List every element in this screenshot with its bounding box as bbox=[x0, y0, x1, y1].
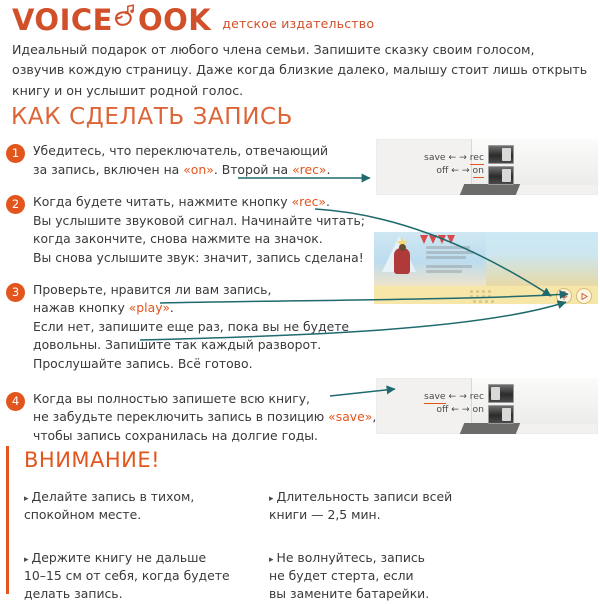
warn-4-line1: Не волнуйтесь, запись bbox=[276, 549, 425, 565]
warn-1-line2: спокойном месте. bbox=[24, 507, 142, 523]
switch-arrows-icon: ← → bbox=[451, 404, 470, 416]
step2-line3: когда закончите, снова нажмите на значок. bbox=[33, 231, 323, 247]
warn-3-line1: Держите книгу не дальше bbox=[31, 549, 207, 565]
step1-keyword-on: «on» bbox=[183, 161, 214, 177]
step-text bbox=[33, 390, 376, 446]
step1-tail2: . bbox=[326, 161, 331, 177]
intro-paragraph: Идеальный подарок от любого члена семьи. Запишите сказку своим голосом, озвучив кождую страницу. Даже когда близкие далеко, малышу стоит лишь открыть книгу и он услышит родной голос. bbox=[12, 42, 588, 98]
switch-label-row-1 bbox=[384, 390, 484, 403]
step4-keyword-save: «save» bbox=[328, 409, 373, 425]
play-icon[interactable] bbox=[576, 288, 592, 304]
label-save-active: save bbox=[424, 391, 446, 402]
book-text-block bbox=[426, 270, 462, 273]
step2-line4: Вы снова услышите звук: значит, запись сделана! bbox=[33, 250, 364, 266]
device-photo-switches-rec-on bbox=[376, 139, 598, 195]
warn-2-line2: книги — 2,5 мин. bbox=[269, 507, 381, 523]
warn-3-line2: 10–15 см от себя, когда будете bbox=[24, 568, 230, 584]
switch-labels bbox=[384, 390, 484, 417]
step-item bbox=[6, 281, 406, 374]
warning-accent-bar bbox=[6, 446, 9, 594]
switch-label-row-2 bbox=[384, 403, 484, 416]
logo-text-left: VOICE bbox=[12, 3, 113, 37]
step3-line3: Если нет, запишите еще раз, пока вы не будете bbox=[33, 318, 350, 334]
switch-nub bbox=[502, 169, 511, 182]
label-rec: rec bbox=[469, 391, 484, 402]
step-item bbox=[6, 193, 406, 267]
book-text-block bbox=[426, 251, 474, 254]
label-rec-active: rec bbox=[469, 152, 484, 163]
page-title: КАК СДЕЛАТЬ ЗАПИСЬ bbox=[11, 104, 294, 130]
step4-pre: не забудьте переключить запись в позицию bbox=[33, 409, 329, 425]
warn-1-line1: Делайте запись в тихом, bbox=[31, 489, 195, 504]
switch-rec-save[interactable] bbox=[488, 145, 514, 164]
character-illustration bbox=[394, 248, 410, 274]
book-page-right bbox=[486, 232, 598, 286]
warn-4-line2: не будет стерта, если bbox=[269, 568, 414, 584]
step4-line1: Когда вы полностью запишете всю книгу, bbox=[33, 390, 310, 406]
device-stand bbox=[460, 184, 520, 195]
label-on: on bbox=[472, 404, 484, 416]
bunting-flags-illustration bbox=[420, 235, 460, 244]
step-number-badge: 4 bbox=[6, 392, 25, 411]
switch-on-off[interactable] bbox=[488, 405, 514, 424]
book-audio-buttons bbox=[556, 288, 592, 304]
switch-nub bbox=[502, 148, 511, 161]
step3-keyword-play: «play» bbox=[128, 300, 170, 316]
book-text-block bbox=[426, 246, 470, 249]
step3-line1: Проверьте, нравится ли вам запись, bbox=[33, 281, 272, 297]
steps-list bbox=[6, 142, 406, 455]
switch-nub bbox=[491, 387, 500, 400]
label-on-active: on bbox=[472, 165, 484, 177]
step2-post: . bbox=[326, 194, 330, 210]
logo-text-right: OOK bbox=[137, 3, 212, 37]
book-page-left bbox=[374, 232, 486, 286]
brand-header bbox=[12, 3, 375, 37]
step4-line3: чтобы запись сохранилась на долгие годы. bbox=[33, 427, 318, 443]
warn-2-line1: Длительность записи всей bbox=[276, 489, 453, 504]
device-photo-switch-save bbox=[376, 378, 598, 434]
warning-title: ВНИМАНИЕ! bbox=[24, 448, 161, 472]
braille-dots bbox=[470, 290, 496, 302]
bullet-icon: ▸ bbox=[24, 554, 29, 565]
step1-keyword-rec: «rec» bbox=[292, 161, 327, 177]
step1-line2: за запись, включен на bbox=[33, 161, 184, 177]
warn-4-line3: вы замените батарейки. bbox=[269, 586, 430, 602]
logo bbox=[12, 3, 212, 37]
step2-line2: Вы услышите звуковой сигнал. Начинайте читать; bbox=[33, 212, 365, 228]
step-number-badge: 2 bbox=[6, 195, 25, 214]
book-text-block bbox=[426, 256, 466, 259]
switch-arrows-icon: ← → bbox=[448, 391, 467, 402]
warning-items-grid bbox=[24, 488, 584, 604]
step1-line1: Убедитесь, что переключатель, отвечающий bbox=[33, 143, 329, 158]
label-off: off bbox=[436, 165, 449, 177]
step-number-badge: 1 bbox=[6, 144, 25, 163]
label-off: off bbox=[436, 404, 449, 416]
step-text bbox=[33, 281, 349, 374]
warn-3-line3: делать запись. bbox=[24, 586, 123, 602]
step3-pre: нажав кнопку bbox=[33, 300, 129, 316]
step3-line5: Прослушайте запись. Всё готово. bbox=[33, 356, 253, 372]
bullet-icon: ▸ bbox=[269, 554, 274, 565]
brand-tagline: детское издательство bbox=[222, 16, 375, 31]
microphone-icon[interactable] bbox=[556, 288, 572, 304]
switch-label-row-1 bbox=[384, 151, 484, 164]
step-number-badge: 3 bbox=[6, 283, 25, 302]
step-item bbox=[6, 390, 406, 446]
switch-arrows-icon: ← → bbox=[448, 152, 467, 163]
list-item bbox=[269, 549, 584, 604]
switch-rec-save[interactable] bbox=[488, 384, 514, 403]
warning-section bbox=[6, 446, 594, 602]
step2-pre: Когда будете читать, нажмите кнопку bbox=[33, 194, 292, 210]
label-save: save bbox=[424, 152, 446, 163]
list-item bbox=[269, 488, 584, 525]
bird-with-music-note-icon bbox=[113, 7, 138, 35]
switch-labels bbox=[384, 151, 484, 178]
list-item bbox=[24, 549, 269, 604]
step-text bbox=[33, 193, 365, 267]
device-switch-pair bbox=[488, 384, 514, 424]
switch-arrows-icon: ← → bbox=[451, 165, 470, 177]
step4-post: , bbox=[372, 409, 377, 425]
step-item bbox=[6, 142, 406, 179]
device-stand bbox=[460, 423, 520, 434]
book-spread-photo bbox=[374, 232, 598, 304]
bullet-icon: ▸ bbox=[24, 494, 29, 504]
book-text-block bbox=[426, 265, 472, 268]
character-head bbox=[399, 244, 406, 251]
switch-nub bbox=[502, 408, 511, 421]
switch-label-row-2 bbox=[384, 164, 484, 177]
book-pages bbox=[374, 232, 598, 286]
list-item bbox=[24, 488, 269, 525]
bullet-icon: ▸ bbox=[269, 494, 274, 504]
step1-tail1: . Второй на bbox=[213, 161, 293, 177]
step2-keyword-rec: «rec» bbox=[291, 194, 326, 210]
device-switch-pair bbox=[488, 145, 514, 185]
step3-post: . bbox=[169, 300, 174, 316]
step-text bbox=[33, 142, 330, 179]
step3-line4: довольны. Запишите так каждый разворот. bbox=[33, 337, 322, 353]
switch-on-off[interactable] bbox=[488, 166, 514, 185]
